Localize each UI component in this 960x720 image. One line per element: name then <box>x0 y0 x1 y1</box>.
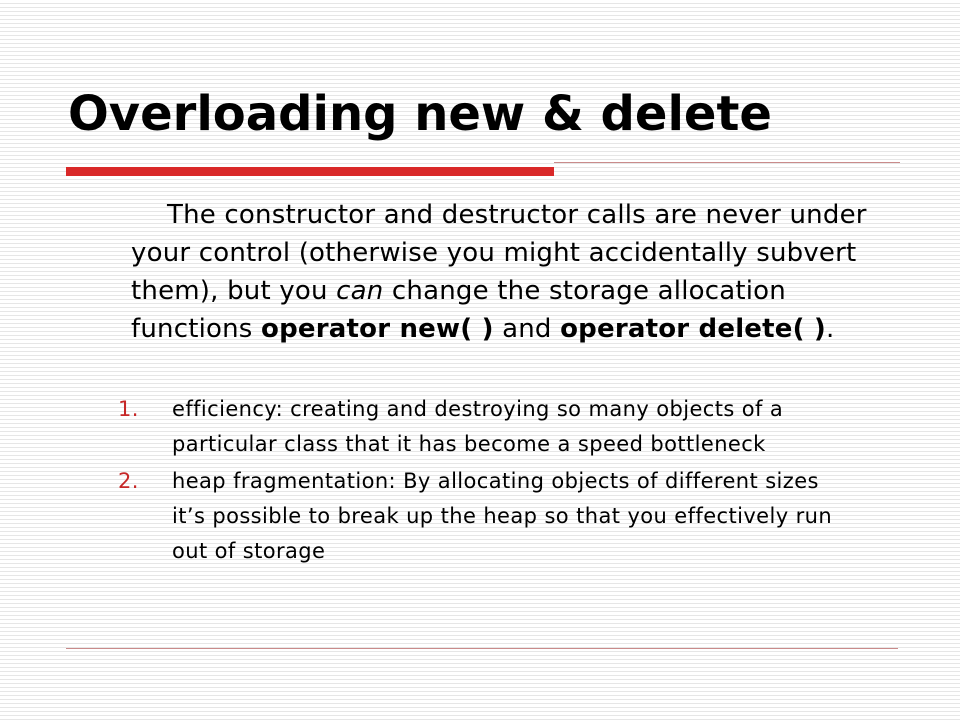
list-item-number: 1. <box>118 397 139 421</box>
intro-text-part1: The constructor and destructor calls are never under your control (otherwise you might accidentally subvert them), but you <box>131 200 867 306</box>
operator-delete-code: operator delete( ) <box>560 314 827 344</box>
intro-text-part2: change the storage allocation functions <box>131 276 786 344</box>
list-item <box>118 464 858 569</box>
title-underline-thin <box>554 162 900 163</box>
title-underline-red <box>66 167 554 176</box>
intro-text-and: and <box>493 314 561 344</box>
list-item-text: heap fragmentation: By allocating objects of different sizes it’s possible to break up the heap so that you effectively run out of storage <box>172 469 833 563</box>
operator-new-code: operator new( ) <box>261 314 494 344</box>
slide-title: Overloading new & delete <box>68 86 772 142</box>
bottom-divider <box>66 648 898 649</box>
intro-paragraph <box>131 196 901 348</box>
list-item-number: 2. <box>118 469 139 493</box>
reasons-list <box>118 392 858 571</box>
list-item <box>118 392 858 462</box>
intro-emphasis: can <box>336 276 384 306</box>
list-item-text: efficiency: creating and destroying so many objects of a particular class that it has become a speed bottleneck <box>172 397 784 456</box>
intro-text-end: . <box>826 314 835 344</box>
